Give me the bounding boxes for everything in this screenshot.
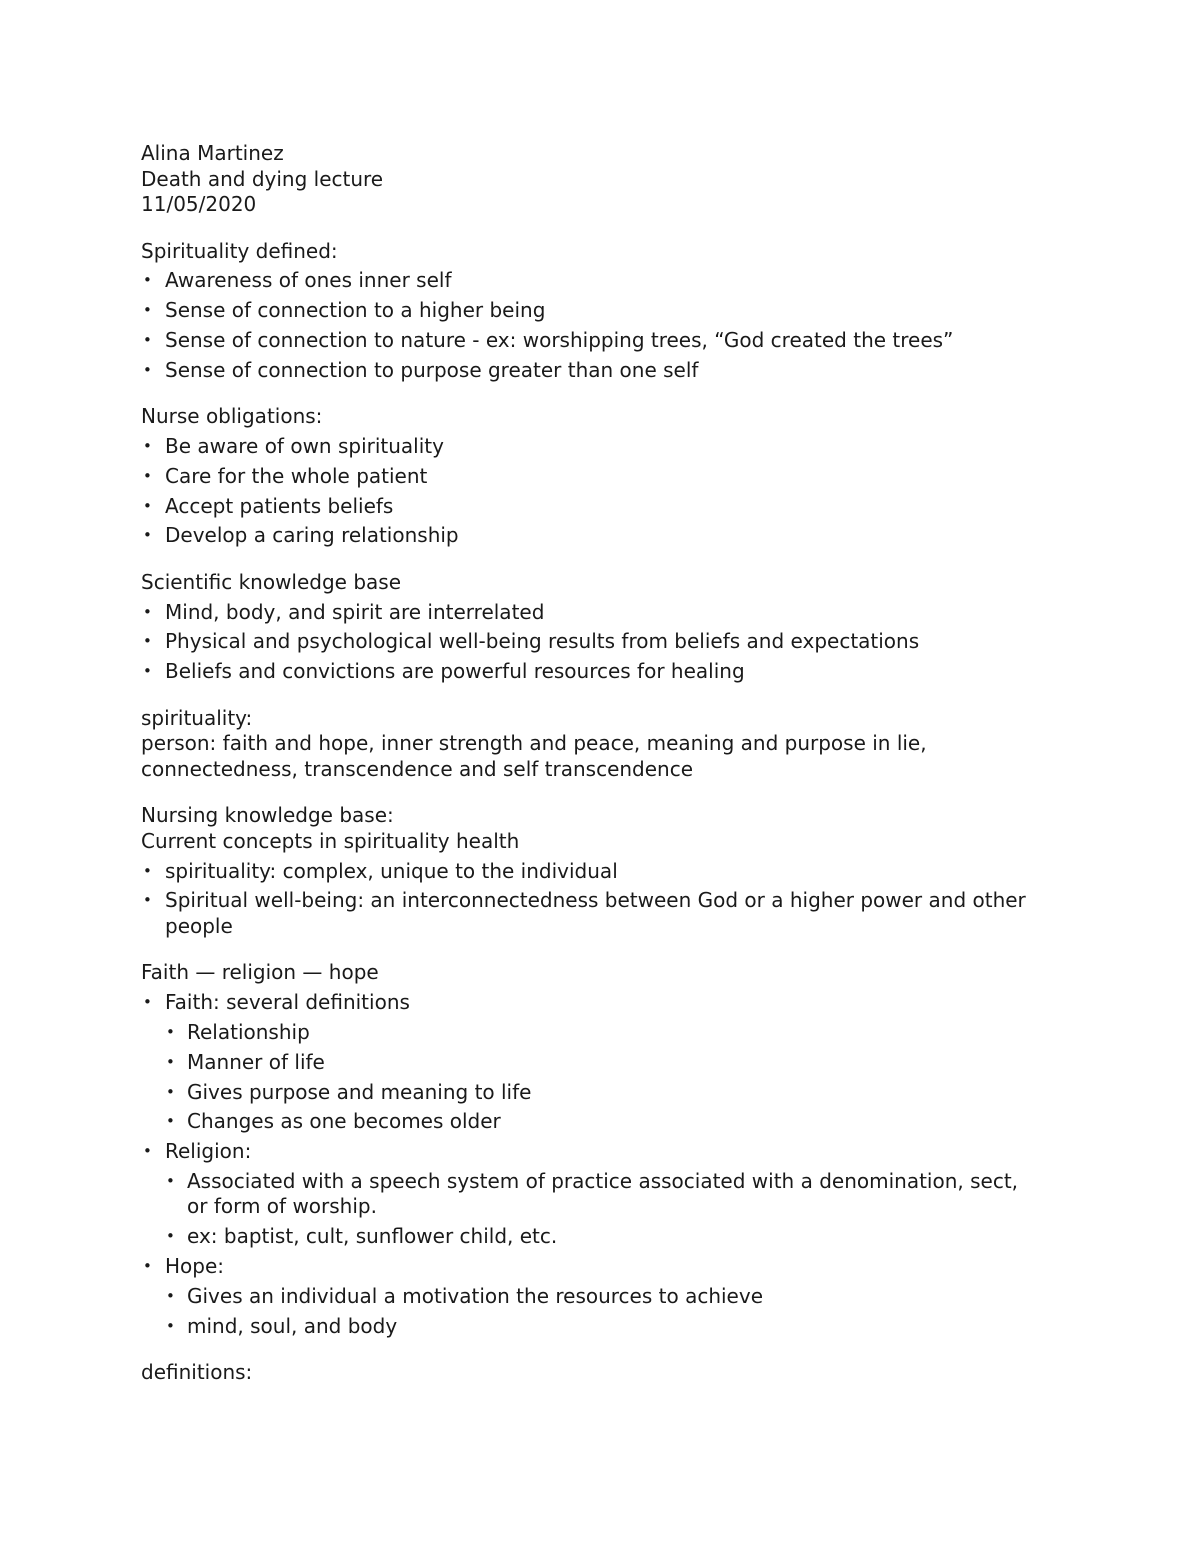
list-item: • spirituality: complex, unique to the individual [141,859,1041,885]
section-heading-definitions: definitions: [141,1360,253,1385]
list-item: • Sense of connection to a higher being [141,298,1041,324]
list-item-religion: • Religion: [141,1139,1041,1165]
list-subitem: • Relationship [141,1020,1041,1046]
bullet-icon [143,464,152,490]
list-item: • Mind, body, and spirit are interrelated [141,600,1041,626]
bullet-icon [143,268,152,294]
bullet-icon [143,358,152,384]
bullet-icon [166,1109,175,1135]
lecture-date: 11/05/2020 [141,192,257,216]
bullet-icon [166,1169,175,1195]
list-item: • Awareness of ones inner self [141,268,1041,294]
bullet-icon [143,328,152,354]
lecture-title: Death and dying lecture [141,166,384,191]
bullet-icon [143,659,152,685]
list-item: • Spiritual well-being: an interconnectedness between God or a higher power and other people [141,888,1041,939]
list-item: • Care for the whole patient [141,464,1041,490]
author-name: Alina Martinez [141,141,284,165]
section-heading-nursing-knowledge: Nursing knowledge base: [141,803,394,828]
list-item: • Sense of connection to purpose greater than one self [141,358,1041,384]
section-heading-spirituality-defined: Spirituality defined: [141,238,338,263]
nursing-knowledge-subheading: Current concepts in spirituality health [141,828,520,853]
bullet-icon [166,1224,175,1250]
list-item: • Physical and psychological well-being results from beliefs and expectations [141,629,1041,655]
list-item: • Accept patients beliefs [141,494,1041,520]
bullet-icon [143,629,152,655]
bullet-icon [143,523,152,549]
list-item: • Sense of connection to nature - ex: worshipping trees, “God created the trees” [141,328,1041,354]
section-heading-nurse-obligations: Nurse obligations: [141,404,323,429]
list-subitem: • Gives an individual a motivation the resources to achieve [141,1284,1041,1310]
bullet-icon [166,1050,175,1076]
bullet-icon [166,1284,175,1310]
section-heading-faith-religion-hope: Faith — religion — hope [141,960,379,985]
bullet-icon [143,1139,152,1165]
bullet-icon [143,1254,152,1280]
section-heading-scientific-knowledge: Scientific knowledge base [141,569,402,594]
section-heading-spirituality: spirituality: [141,705,253,730]
list-subitem: • Gives purpose and meaning to life [141,1080,1041,1106]
bullet-icon [143,888,152,914]
bullet-icon [143,494,152,520]
list-item-faith: • Faith: several definitions [141,990,1041,1016]
bullet-icon [166,1314,175,1340]
list-subitem: • Changes as one becomes older [141,1109,1041,1135]
bullet-icon [143,990,152,1016]
list-item: • Beliefs and convictions are powerful resources for healing [141,659,1041,685]
spirituality-person-text: person: faith and hope, inner strength and peace, meaning and purpose in lie, connectedness, transcendence and self transcendence [141,731,933,781]
list-subitem: • mind, soul, and body [141,1314,1041,1340]
list-subitem: • Manner of life [141,1050,1041,1076]
bullet-icon [143,600,152,626]
list-item: • Develop a caring relationship [141,523,1041,549]
bullet-icon [166,1020,175,1046]
list-item: • Be aware of own spirituality [141,434,1041,460]
list-item-hope: • Hope: [141,1254,1041,1280]
bullet-icon [143,298,152,324]
document-page [141,141,1041,1386]
bullet-icon [143,859,152,885]
list-subitem: • Associated with a speech system of practice associated with a denomination, sect, or form of worship. [141,1169,1041,1220]
list-subitem: • ex: baptist, cult, sunflower child, etc. [141,1224,1041,1250]
bullet-icon [143,434,152,460]
bullet-icon [166,1080,175,1106]
